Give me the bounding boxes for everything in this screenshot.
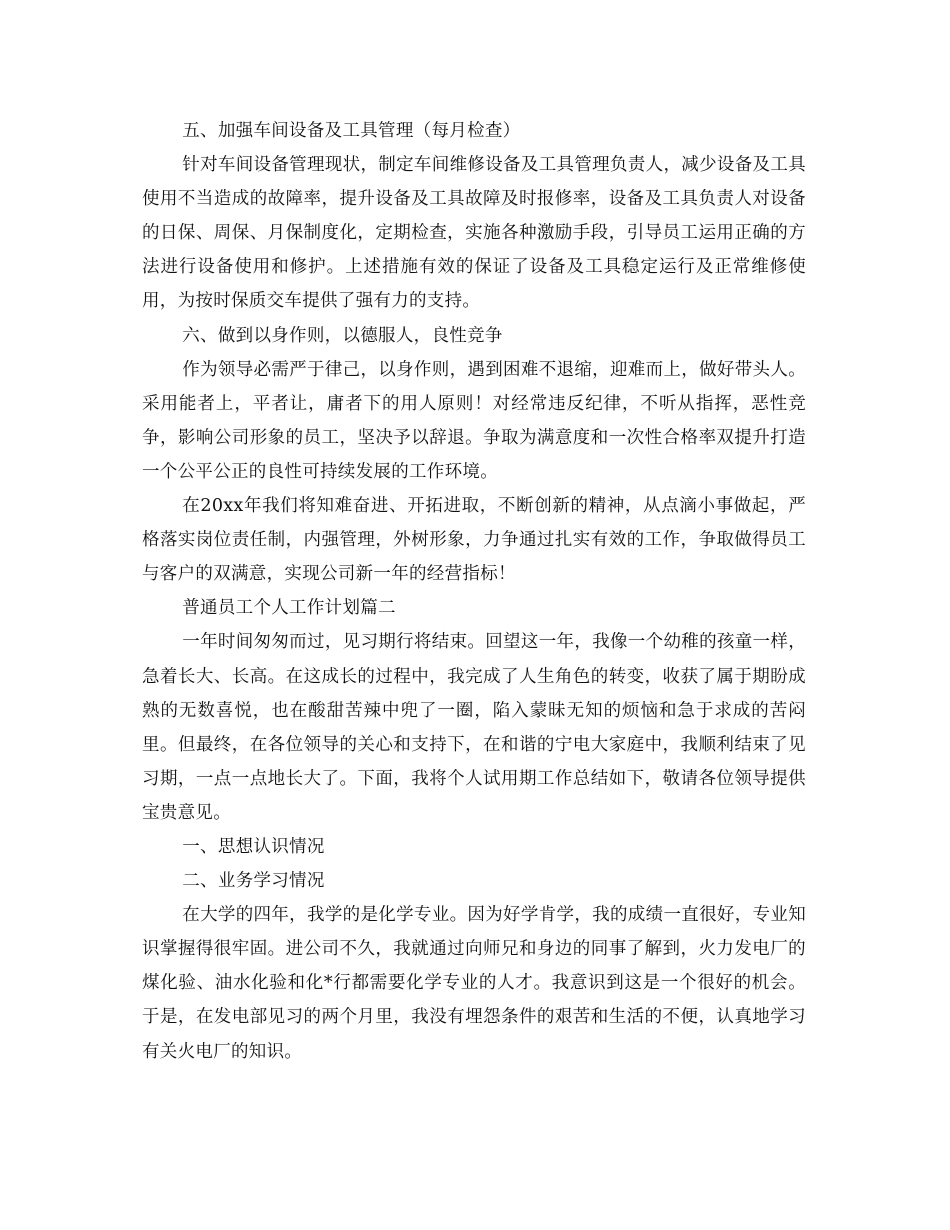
paragraph-annual-goal: 在20xx年我们将知难奋进、开拓进取，不断创新的精神，从点滴小事做起，严格落实岗位责任制，内强管理，外树形象，力争通过扎实有效的工作，争取做得员工与客户的双满意，实现公司新一年的经营指标！ bbox=[142, 496, 806, 585]
section-heading-study: 二、业务学习情况 bbox=[182, 871, 325, 892]
document-body bbox=[142, 114, 806, 1069]
paragraph-leadership: 作为领导必需严于律己，以身作则，遇到困难不退缩，迎难而上，做好带头人。采用能者上，平者让，庸者下的用人原则！对经常违反纪律，不听从指挥，恶性竞争，影响公司形象的员工，坚决予以辞退。争取为满意度和一次性合格率双提升打造一个公平公正的良性可持续发展的工作环境。 bbox=[142, 359, 806, 482]
section-heading-leadership: 六、做到以身作则，以德服人，良性竞争 bbox=[182, 325, 503, 346]
section-title-part-two: 普通员工个人工作计划篇二 bbox=[182, 598, 396, 619]
paragraph-study: 在大学的四年，我学的是化学专业。因为好学肯学，我的成绩一直很好，专业知识掌握得很牢固。进公司不久，我就通过向师兄和身边的同事了解到，火力发电厂的煤化验、油水化验和化*行都需要化学专业的人才。我意识到这是一个很好的机会。于是，在发电部见习的两个月里，我没有埋怨条件的艰苦和生活的不便，认真地学习有关火电厂的知识。 bbox=[142, 905, 806, 1062]
section-heading-equipment: 五、加强车间设备及工具管理（每月检查） bbox=[182, 121, 521, 141]
paragraph-equipment-management: 针对车间设备管理现状，制定车间维修设备及工具管理负责人，减少设备及工具使用不当造成的故障率，提升设备及工具故障及时报修率，设备及工具负责人对设备的日保、周保、月保制度化，定期检查，实施各种激励手段，引导员工运用正确的方法进行设备使用和修护。上述措施有效的保证了设备及工具稳定运行及正常维修使用，为按时保质交车提供了强有力的支持。 bbox=[142, 155, 806, 312]
paragraph-internship-review: 一年时间匆匆而过，见习期行将结束。回望这一年，我像一个幼稚的孩童一样，急着长大、长高。在这成长的过程中，我完成了人生角色的转变，收获了属于期盼成熟的无数喜悦，也在酸甜苦辣中兜了一圈，陷入蒙昧无知的烦恼和急于求成的苦闷里。但最终，在各位领导的关心和支持下，在和谐的宁电大家庭中，我顺利结束了见习期，一点一点地长大了。下面，我将个人试用期工作总结如下，敬请各位领导提供宝贵意见。 bbox=[142, 632, 806, 823]
section-heading-thinking: 一、思想认识情况 bbox=[182, 836, 325, 857]
